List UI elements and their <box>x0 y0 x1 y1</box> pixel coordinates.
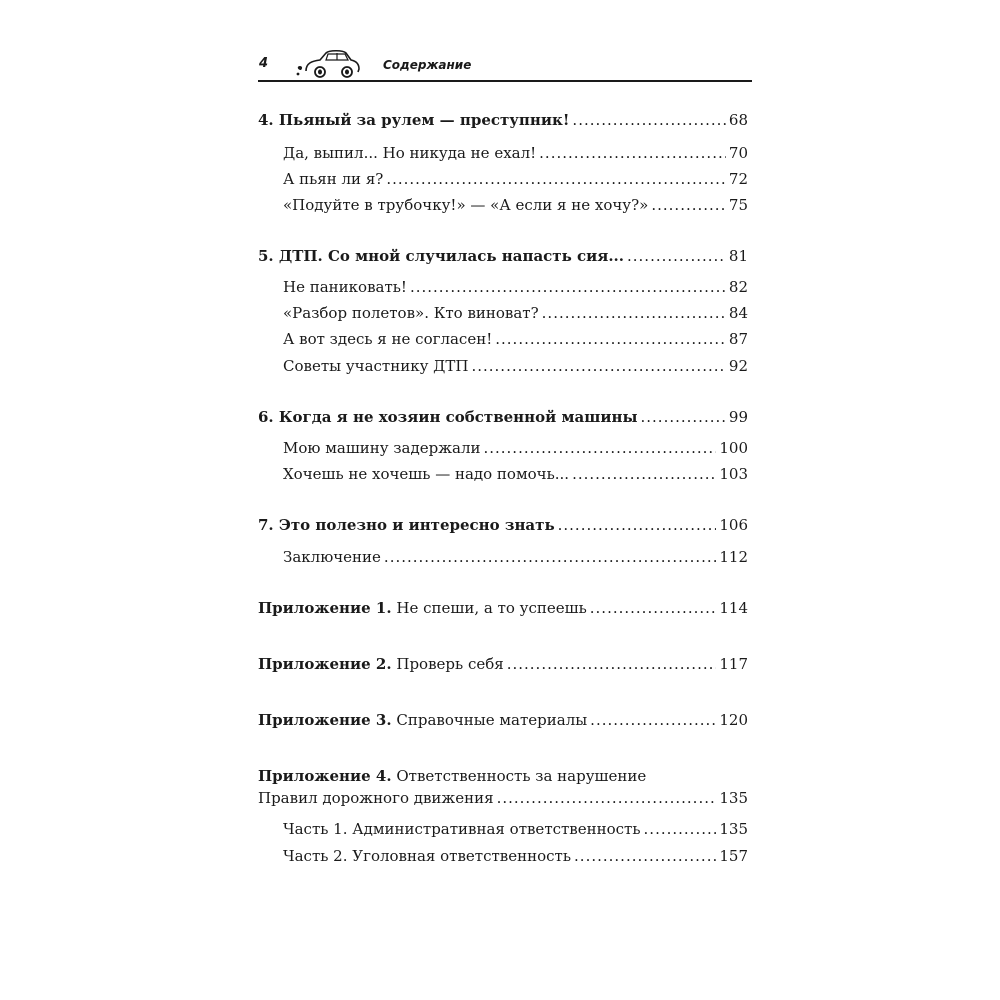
toc-entry-page: 99 <box>728 408 748 426</box>
leader-dots <box>483 438 716 458</box>
toc-entry-5-4[interactable] <box>283 356 748 376</box>
toc-entry-title: 5. ДТП. Со мной случилась напасть сия... <box>258 247 624 265</box>
toc-appendix-1[interactable] <box>258 598 748 618</box>
appendix-label: Приложение 3. <box>258 711 392 729</box>
toc-chapter-5[interactable] <box>258 246 748 266</box>
leader-dots <box>384 547 716 567</box>
toc-appendix-4-heading[interactable] <box>258 766 646 786</box>
leader-dots <box>558 515 717 535</box>
toc-appendix-2[interactable] <box>258 654 748 674</box>
toc-entry-page: 157 <box>719 847 748 865</box>
leader-dots <box>572 110 725 130</box>
toc-entry-page: 82 <box>728 278 748 296</box>
toc-entry-title: Мою машину задержали <box>283 439 481 457</box>
toc-entry-6-2[interactable] <box>283 464 748 484</box>
leader-dots <box>641 407 726 427</box>
toc-entry-page: 84 <box>728 304 748 322</box>
toc-entry-4-2[interactable] <box>283 169 748 189</box>
toc-entry-title: Да, выпил... Но никуда не ехал! <box>283 144 537 162</box>
toc-entry-title <box>258 710 587 730</box>
toc-entry-title <box>258 598 587 618</box>
toc-entry-title: Часть 2. Уголовная ответственность <box>283 847 572 865</box>
toc-entry-page: 120 <box>719 711 748 729</box>
toc-entry-page: 135 <box>719 789 748 807</box>
leader-dots <box>590 710 716 730</box>
toc-entry-page: 70 <box>728 144 748 162</box>
toc-entry-title: Часть 1. Административная ответственность <box>283 820 641 838</box>
toc-entry-title: 7. Это полезно и интересно знать <box>258 516 555 534</box>
toc-entry-title: Правил дорожного движения <box>258 789 494 807</box>
appendix-title: Ответственность за нарушение <box>396 767 647 785</box>
toc-entry-page: 100 <box>719 439 748 457</box>
toc-entry-page: 117 <box>719 655 748 673</box>
toc-entry-title: 6. Когда я не хозяин собственной машины <box>258 408 638 426</box>
leader-dots <box>542 303 726 323</box>
leader-dots <box>627 246 726 266</box>
appendix-label: Приложение 1. <box>258 599 392 617</box>
toc-entry-page: 106 <box>719 516 748 534</box>
toc-entry-4-1[interactable] <box>283 143 748 163</box>
toc-entry-page: 68 <box>728 111 748 129</box>
toc-entry-title: А вот здесь я не согласен! <box>283 330 493 348</box>
toc-entry-title <box>258 654 504 674</box>
leader-dots <box>471 356 725 376</box>
toc-entry-page: 75 <box>728 196 748 214</box>
appendix-title: Справочные материалы <box>396 711 588 729</box>
toc-entry-4-3[interactable] <box>283 195 748 215</box>
appendix-label: Приложение 2. <box>258 655 392 673</box>
leader-dots <box>574 846 716 866</box>
leader-dots <box>644 819 717 839</box>
toc-entry-page: 81 <box>728 247 748 265</box>
leader-dots <box>651 195 726 215</box>
leader-dots <box>590 598 717 618</box>
toc-entry-title: «Подуйте в трубочку!» — «А если я не хочу?» <box>283 196 649 214</box>
leader-dots <box>497 788 717 808</box>
toc-entry-app4-1[interactable] <box>283 819 748 839</box>
toc-entry-page: 114 <box>719 599 748 617</box>
page-header <box>258 46 752 82</box>
toc-chapter-7[interactable] <box>258 515 748 535</box>
leader-dots <box>495 329 726 349</box>
toc-chapter-4[interactable] <box>258 110 748 130</box>
toc-entry-title: «Разбор полетов». Кто виноват? <box>283 304 539 322</box>
toc-entry-title: Не паниковать! <box>283 278 407 296</box>
car-icon <box>296 49 362 80</box>
toc-entry-title: Советы участнику ДТП <box>283 357 469 375</box>
section-title: Содержание <box>383 58 472 72</box>
toc-entry-page: 87 <box>728 330 748 348</box>
toc-entry-7-1[interactable] <box>283 547 748 567</box>
toc-entry-page: 112 <box>719 548 748 566</box>
toc-entry-page: 103 <box>719 465 748 483</box>
toc-entry-app4-2[interactable] <box>283 846 748 866</box>
toc-entry-title: Хочешь не хочешь — надо помочь... <box>283 465 570 483</box>
toc-entry-6-1[interactable] <box>283 438 748 458</box>
toc-entry-page: 72 <box>728 170 748 188</box>
toc-appendix-4[interactable] <box>258 788 748 808</box>
toc-entry-5-1[interactable] <box>283 277 748 297</box>
toc-entry-page: 92 <box>728 357 748 375</box>
toc-entry-5-3[interactable] <box>283 329 748 349</box>
toc-entry-page: 135 <box>719 820 748 838</box>
toc-entry-title: Заключение <box>283 548 381 566</box>
leader-dots <box>507 654 717 674</box>
page-number: 4 <box>259 56 269 71</box>
toc-chapter-6[interactable] <box>258 407 748 427</box>
appendix-label: Приложение 4. <box>258 767 392 785</box>
appendix-title: Проверь себя <box>396 655 504 673</box>
leader-dots <box>572 464 716 484</box>
toc-entry-5-2[interactable] <box>283 303 748 323</box>
leader-dots <box>539 143 726 163</box>
toc-entry-title: А пьян ли я? <box>283 170 384 188</box>
appendix-title: Не спеши, а то успеешь <box>396 599 587 617</box>
toc-entry-title: 4. Пьяный за рулем — преступник! <box>258 111 570 129</box>
toc-appendix-3[interactable] <box>258 710 748 730</box>
leader-dots <box>386 169 726 189</box>
leader-dots <box>410 277 726 297</box>
